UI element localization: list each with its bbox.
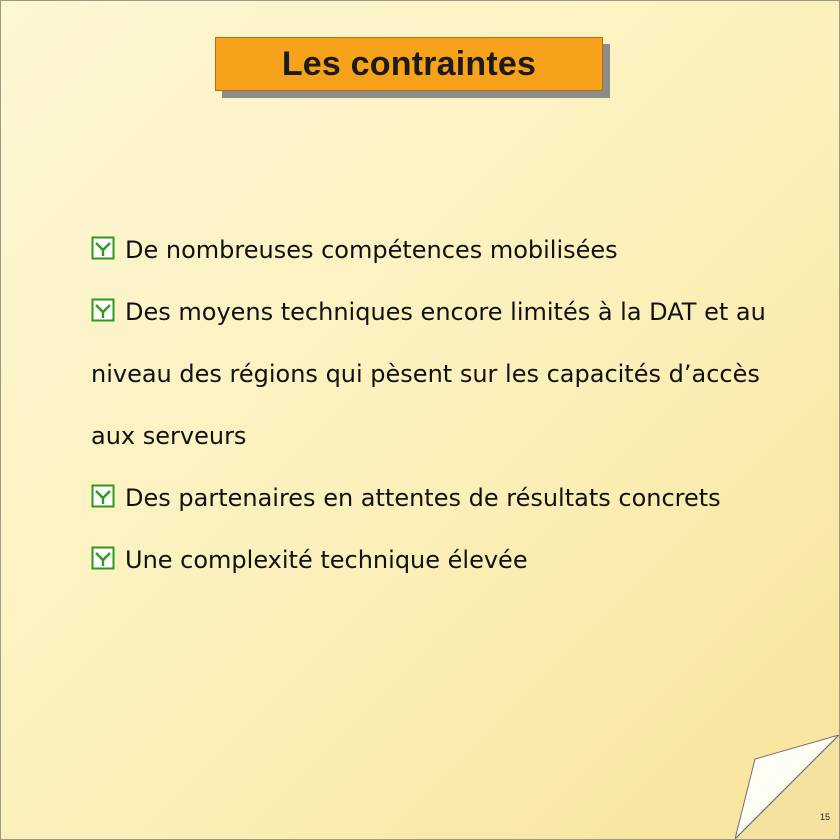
bullet-item — [91, 219, 791, 281]
bullet-item — [91, 281, 791, 467]
title-box — [215, 37, 603, 91]
bullet-text: Une complexité technique élevée — [125, 546, 528, 574]
checkbox-check-icon — [91, 298, 115, 322]
bullet-item — [91, 467, 791, 529]
checkbox-check-icon — [91, 236, 115, 260]
bullet-list — [91, 219, 791, 591]
slide-title: Les contraintes — [281, 44, 537, 83]
checkbox-check-icon — [91, 484, 115, 508]
bullet-text: De nombreuses compétences mobilisées — [125, 236, 618, 264]
page-curl-corner — [735, 735, 839, 839]
bullet-item — [91, 529, 791, 591]
bullet-text: Des moyens techniques encore limités à la DAT et au niveau des régions qui pèsent sur les capacités d’accès aux serveurs — [91, 298, 766, 450]
checkbox-check-icon — [91, 546, 115, 570]
bullet-text: Des partenaires en attentes de résultats concrets — [125, 484, 721, 512]
page-number: 15 — [820, 812, 831, 822]
